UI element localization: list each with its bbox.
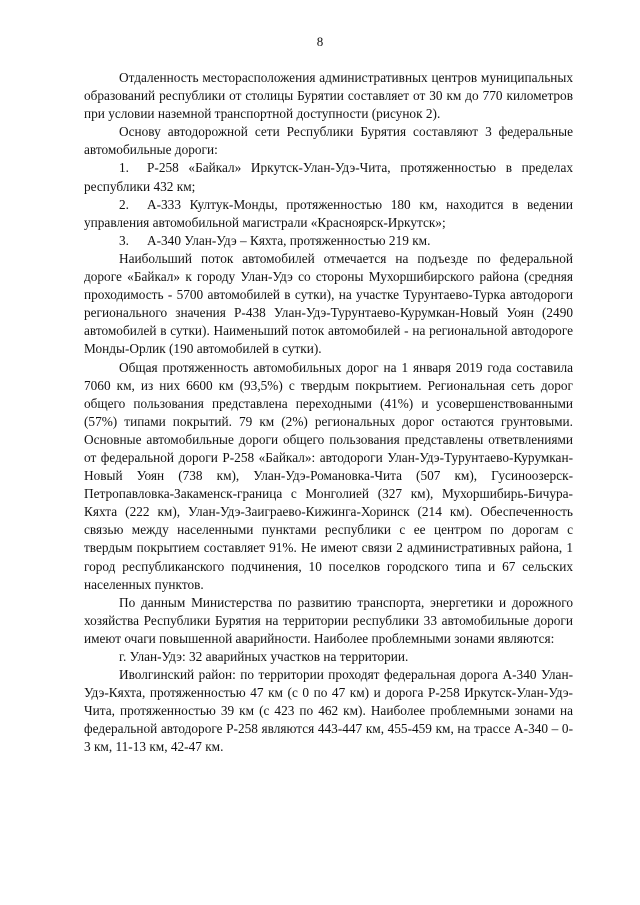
paragraph-ivolginsky: Иволгинский район: по территории проходят федеральная дорога А-340 Улан-Удэ-Кяхта, протяженностью 47 км (с 0 по 47 км) и дорога Р-258 Иркутск-Улан-Удэ-Чита, протяженностью 39 км (с 423 по 462 км). Наиболее проблемными зонами на федеральной автодороге Р-258 являются 443-447 км, 455-459 км, на трассе А-340 – 0-3 км, 11-13 км, 42-47 км. bbox=[84, 667, 573, 755]
list-item-text: А-340 Улан-Удэ – Кяхта, протяженностью 219 км. bbox=[147, 232, 431, 248]
list-item-text: А-333 Култук-Монды, протяженностью 180 км, находится в ведении управления автомобильной магистрали «Красноярск-Иркутск»; bbox=[84, 196, 573, 230]
list-item-road-3 bbox=[84, 232, 573, 250]
page-number: 8 bbox=[316, 34, 324, 49]
list-item-number: 1. bbox=[119, 160, 129, 176]
paragraph-distance: Отдаленность месторасположения административных центров муниципальных образований республики от столицы Бурятии составляет от 30 км до 770 километров при условии наземной транспортной доступности (рисунок 2). bbox=[84, 70, 573, 122]
paragraph-ulan-ude: г. Улан-Удэ: 32 аварийных участков на территории. bbox=[119, 649, 409, 664]
document-body bbox=[84, 69, 573, 757]
paragraph-road-network-intro: Основу автодорожной сети Республики Бурятия составляют 3 федеральные автомобильные дороги: bbox=[84, 124, 573, 158]
list-item-text: Р-258 «Байкал» Иркутск-Улан-Удэ-Чита, протяженностью в пределах республики 432 км; bbox=[84, 160, 573, 194]
list-item-number: 3. bbox=[119, 232, 129, 248]
paragraph-accident-zones: По данным Министерства по развитию транспорта, энергетики и дорожного хозяйства Республики Бурятия на территории республики 33 автомобильные дороги имеют очаги повышенной аварийности. Наиболее проблемными зонами являются: bbox=[84, 594, 573, 646]
paragraph-total-length: Общая протяженность автомобильных дорог на 1 января 2019 года составила 7060 км, из них 6600 км (93,5%) с твердым покрытием. Региональная сеть дорог общего пользования представлена переходными (41%) и усовершенствованными (57%) типами покрытий. 79 км (2%) региональных дорог остаются грунтовыми. Основные автомобильные дороги общего пользования представлены ответвлениями от федеральной дороги Р-258 «Байкал»: автодороги Улан-Удэ-Турунтаево-Курумкан-Новый Уоян (738 км), Улан-Удэ-Романовка-Чита (507 км), Гусиноозерск-Петропавловка-Закаменск-граница с Монголией (327 км), Мухоршибирь-Бичура-Кяхта (222 км), Улан-Удэ-Заиграево-Кижинга-Хоринск (214 км). Обеспеченность связью между населенными пунктами республики с ее центром по дорогам с твердым покрытием составляет 91%. Не имеют связи 2 административных района, 1 город республиканского подчинения, 10 поселков городского типа и 67 сельских населенных пунктов. bbox=[84, 359, 573, 592]
list-item-road-2 bbox=[84, 196, 573, 232]
list-item-number: 2. bbox=[119, 196, 129, 212]
list-item-road-1 bbox=[84, 159, 573, 195]
paragraph-traffic-flow: Наибольший поток автомобилей отмечается на подъезде по федеральной дороге «Байкал» к городу Улан-Удэ со стороны Мухоршибирского района (средняя проходимость - 5700 автомобилей в сутки), на участке Турунтаево-Турка автодороги регионального значения Р-438 Улан-Удэ-Турунтаево-Курумкан-Новый Уоян (2490 автомобилей в сутки). Наименьший поток автомобилей - на региональной автодороге Монды-Орлик (190 автомобилей в сутки). bbox=[84, 250, 573, 357]
